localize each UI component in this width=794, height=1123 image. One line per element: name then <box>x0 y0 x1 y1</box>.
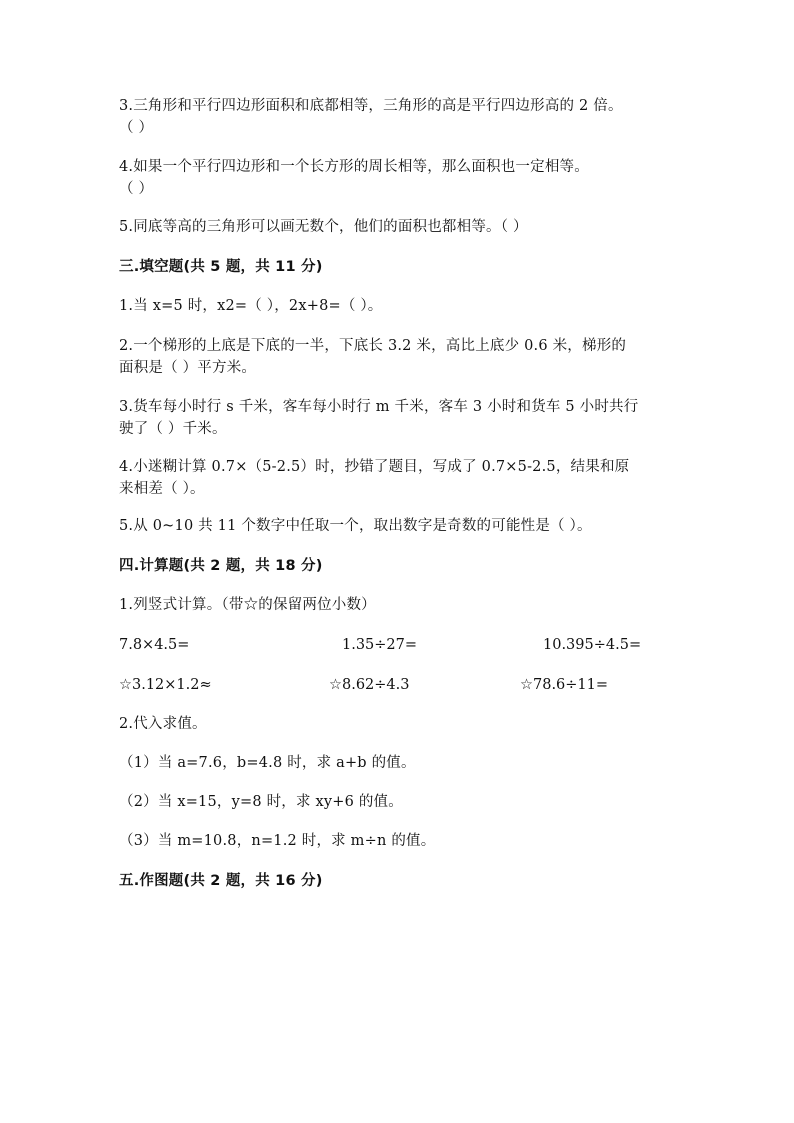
fill-question-4-line2: 来相差（ ）。 <box>119 481 205 497</box>
substitution-item-1: （1）当 a=7.6，b=4.8 时，求 a+b 的值。 <box>119 755 416 771</box>
section-4-heading: 四.计算题(共 2 题，共 18 分) <box>119 558 323 574</box>
calc-item-3: 10.395÷4.5= <box>543 637 642 653</box>
calc-item-6: ☆78.6÷11= <box>520 677 609 693</box>
calc-item-2: 1.35÷27= <box>342 637 418 653</box>
section-5-heading: 五.作图题(共 2 题，共 16 分) <box>119 873 323 889</box>
question-3-answer-blank: （ ） <box>119 120 154 136</box>
calc-question-2: 2.代入求值。 <box>119 716 207 732</box>
substitution-item-2: （2）当 x=15，y=8 时，求 xy+6 的值。 <box>119 794 403 810</box>
substitution-item-3: （3）当 m=10.8，n=1.2 时，求 m÷n 的值。 <box>119 833 436 849</box>
question-4-answer-blank: （ ） <box>119 181 154 197</box>
fill-question-2-line1: 2.一个梯形的上底是下底的一半，下底长 3.2 米，高比上底少 0.6 米，梯形的 <box>119 338 627 354</box>
fill-question-5: 5.从 0~10 共 11 个数字中任取一个，取出数字是奇数的可能性是（ ）。 <box>119 518 592 534</box>
fill-question-4-line1: 4.小迷糊计算 0.7×（5-2.5）时，抄错了题目，写成了 0.7×5-2.5，结果和原 <box>119 459 630 475</box>
calc-item-1: 7.8×4.5= <box>119 637 190 653</box>
section-3-heading: 三.填空题(共 5 题，共 11 分) <box>119 259 323 275</box>
calc-item-5: ☆8.62÷4.3 <box>329 677 410 693</box>
question-5: 5.同底等高的三角形可以画无数个，他们的面积也都相等。（ ） <box>119 219 528 235</box>
fill-question-3-line1: 3.货车每小时行 s 千米，客车每小时行 m 千米，客车 3 小时和货车 5 小时共行 <box>119 399 639 415</box>
fill-question-3-line2: 驶了（ ）千米。 <box>119 421 227 437</box>
question-3-line1: 3.三角形和平行四边形面积和底都相等，三角形的高是平行四边形高的 2 倍。 <box>119 98 623 114</box>
question-4-line1: 4.如果一个平行四边形和一个长方形的周长相等，那么面积也一定相等。 <box>119 159 589 175</box>
calc-item-4: ☆3.12×1.2≈ <box>119 677 212 693</box>
calc-question-1: 1.列竖式计算。（带☆的保留两位小数） <box>119 597 376 613</box>
fill-question-1: 1.当 x=5 时，x2=（ ），2x+8=（ ）。 <box>119 298 383 314</box>
fill-question-2-line2: 面积是（ ）平方米。 <box>119 360 257 376</box>
